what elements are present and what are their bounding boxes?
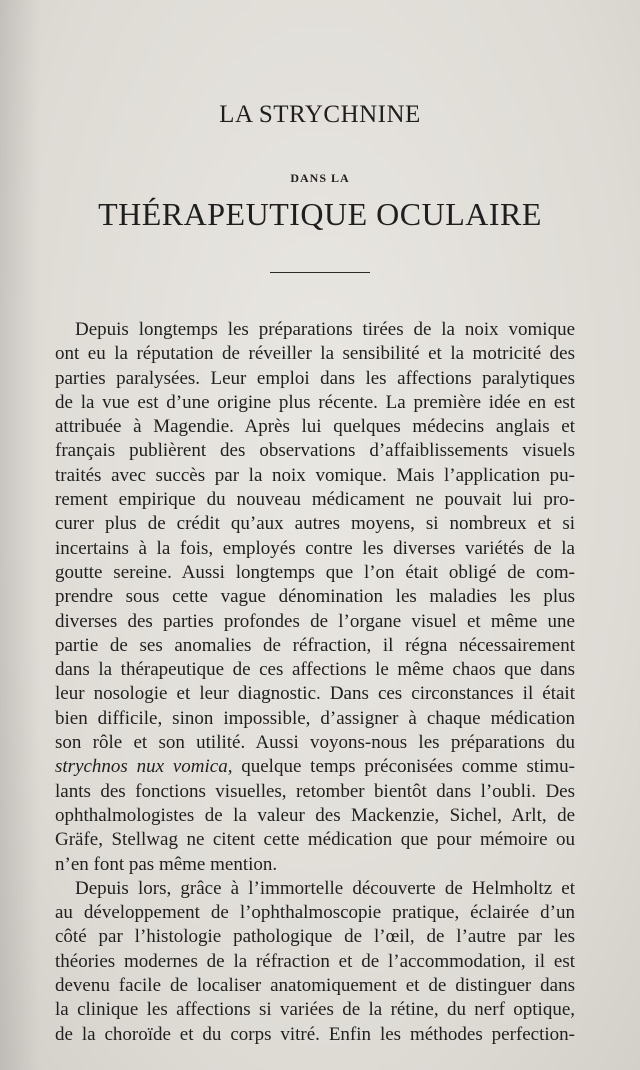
text-line: diverses des parties profondes de l’organe visuel et même une — [55, 610, 575, 632]
text-line: attribuée à Magendie. Après lui quelques médecins anglais et — [55, 416, 575, 438]
text-line: ophthalmologistes de la valeur des Mackenzie, Sichel, Arlt, de — [55, 804, 575, 826]
text-line-with-italic — [55, 755, 575, 779]
text-line: ont eu la réputation de réveiller la sensibilité et la motricité des — [55, 343, 575, 365]
text-line: Gräfe, Stellwag ne citent cette médication que pour mémoire ou — [55, 829, 575, 851]
text-line: Depuis longtemps les préparations tirées de la noix vomique — [75, 319, 575, 340]
text-line: au développement de l’ophthalmoscopie pratique, éclairée d’un — [55, 902, 575, 924]
text-line: son rôle et son utilité. Aussi voyons-nous les préparations du — [55, 732, 575, 754]
text-line: partie de ses anomalies de réfraction, il régna nécessairement — [55, 634, 575, 656]
text-line: prendre sous cette vague dénomination les maladies les plus — [55, 586, 575, 608]
document-title: LA STRYCHNINE — [219, 101, 421, 128]
text-line: devenu facile de localiser anatomiquement et de distinguer dans — [55, 975, 575, 997]
text-line: français publièrent des observations d’affaiblissements visuels — [55, 440, 575, 462]
text-line: de la choroïde et du corps vitré. Enfin les méthodes perfection- — [55, 1023, 575, 1045]
text-line: curer plus de crédit qu’aux autres moyens, si nombreux et si — [55, 513, 575, 535]
document-subtitle: DANS LA — [290, 171, 350, 185]
text-line: lants des fonctions visuelles, retomber bientôt dans l’oubli. Des — [55, 780, 575, 802]
title-rule — [270, 272, 370, 273]
text-line: leur nosologie et leur diagnostic. Dans ces circonstances il était — [55, 683, 575, 705]
text-line: de la vue est d’une origine plus récente. La première idée en est — [55, 391, 575, 413]
binding-shadow — [0, 0, 40, 1070]
text-line: rement empirique du nouveau médicament ne pouvait lui pro- — [55, 489, 575, 511]
text-line: traités avec succès par la noix vomique. Mais l’application pu- — [55, 464, 575, 486]
text-line: incertains à la fois, employés contre les diverses variétés de la — [55, 537, 575, 559]
text-line: parties paralysées. Leur emploi dans les affections paralytiques — [55, 367, 575, 389]
text-line: goutte sereine. Aussi longtemps que l’on était obligé de com- — [55, 561, 575, 583]
text-line: côté par l’histologie pathologique de l’œil, de l’autre par les — [55, 926, 575, 948]
text-line: bien difficile, sinon impossible, d’assigner à chaque médication — [55, 707, 575, 729]
text-line: Depuis lors, grâce à l’immortelle découverte de Helmholtz et — [75, 877, 575, 899]
text-line-rest: quelque temps préconisées comme stimu- — [241, 756, 575, 778]
text-line: la clinique les affections si variées de la rétine, du nerf optique, — [55, 999, 575, 1021]
document-heading: THÉRAPEUTIQUE OCULAIRE — [98, 196, 542, 232]
text-line: n’en font pas même mention. — [55, 853, 278, 875]
italic-phrase: strychnos nux vomica, — [55, 756, 233, 778]
text-line: dans la thérapeutique de ces affections le même chaos que dans — [55, 659, 575, 681]
body-text — [55, 318, 575, 1047]
text-line: théories modernes de la réfraction et de l’accommodation, il est — [55, 950, 575, 972]
